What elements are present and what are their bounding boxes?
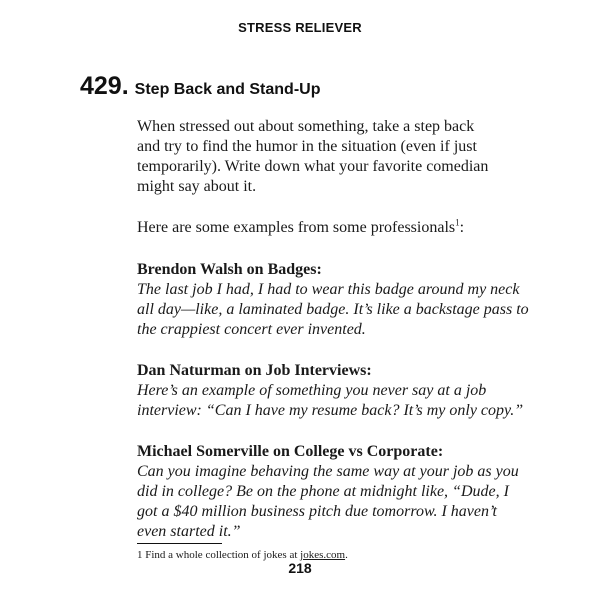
- example-block: [137, 442, 537, 542]
- footnote-marker: 1: [137, 549, 143, 561]
- running-head: STRESS RELIEVER: [238, 20, 362, 35]
- footnote-text: Find a whole collection of jokes at: [145, 549, 298, 561]
- example-quote-line: the crappiest concert ever invented.: [137, 321, 366, 338]
- example-quote-line: The last job I had, I had to wear this badge around my neck: [137, 281, 520, 298]
- intro-line: might say about it.: [137, 178, 257, 195]
- intro-line: When stressed out about something, take a step back: [137, 118, 475, 135]
- entry-number: 429.: [80, 72, 129, 100]
- entry-title: Step Back and Stand-Up: [134, 81, 321, 98]
- example-quote-line: interview: “Can I have my resume back? It’s my only copy.”: [137, 402, 524, 419]
- example-block: [137, 361, 537, 421]
- page-number: 218: [288, 560, 312, 576]
- example-heading: Brendon Walsh on Badges:: [137, 261, 322, 278]
- example-heading: Dan Naturman on Job Interviews:: [137, 362, 372, 379]
- intro-line: temporarily). Write down what your favorite comedian: [137, 158, 489, 175]
- intro-paragraph: [137, 117, 537, 197]
- example-quote-line: did in college? Be on the phone at midnight like, “Dude, I: [137, 483, 509, 500]
- footnote-divider: [137, 543, 222, 544]
- examples-intro-text: Here are some examples from some professionals: [137, 219, 456, 236]
- intro-line: and try to find the humor in the situation (even if just: [137, 138, 477, 155]
- footnote-reference[interactable]: 1: [455, 217, 460, 228]
- footnote-period: .: [345, 549, 348, 561]
- jokes-link[interactable]: jokes.com: [300, 549, 346, 561]
- example-quote-line: Can you imagine behaving the same way at your job as you: [137, 463, 519, 480]
- example-block: [137, 260, 537, 340]
- examples-intro-colon: :: [459, 219, 465, 236]
- example-heading: Michael Somerville on College vs Corporate:: [137, 443, 444, 460]
- example-quote-line: even started it.”: [137, 523, 241, 540]
- example-quote-line: got a $40 million business pitch due tomorrow. I haven’t: [137, 503, 497, 520]
- example-quote-line: all day—like, a laminated badge. It’s like a backstage pass to: [137, 301, 529, 318]
- example-quote-line: Here’s an example of something you never say at a job: [137, 382, 487, 399]
- entry-heading: [80, 72, 320, 101]
- examples-intro-paragraph: [137, 218, 537, 238]
